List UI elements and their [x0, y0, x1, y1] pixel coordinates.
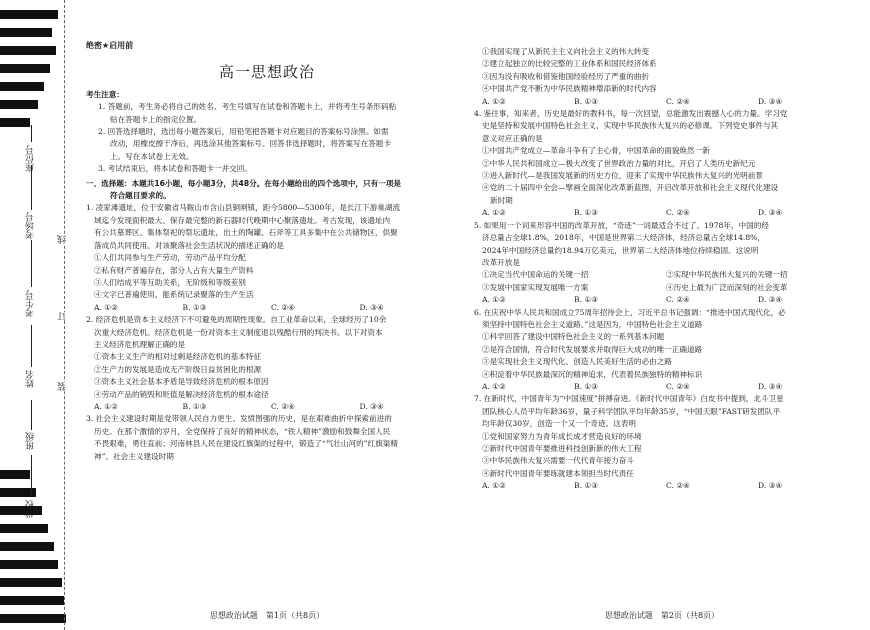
seat-blank[interactable]	[31, 125, 32, 142]
question-stem: 5. 如果用一个词来形容中国的改革开放，“奇迹”一词最适合不过了。1978年，中国的经	[474, 220, 769, 230]
question-stem: 3. 社会主义建设时期是党带领人民自力更生、发愤图强的历史，是在艰难曲折中探索前进的	[86, 414, 392, 424]
notice-title: 考生注意：	[86, 89, 124, 99]
option-a[interactable]: A. ①②	[482, 381, 506, 391]
option-d[interactable]: D. ③④	[758, 96, 783, 106]
statement-item: ①资本主义生产的相对过剩是经济危机的基本特征	[94, 352, 262, 362]
question-stem: 意义对应正确的是	[482, 133, 543, 143]
statement-item: ②新时代中国青年要推进科技创新新的伟大工程	[482, 444, 642, 453]
statement-item: ④积淀着中华民族最深沉的精神追求，代表着民族独特的精神标识	[482, 369, 703, 379]
question-stem: 7. 在新时代，中国青年为“中国速度”拼搏奋进。《新时代中国青年》白皮书中提到，北斗卫星	[474, 394, 784, 404]
binding-stripe	[0, 614, 66, 623]
question-stem: 2024年中国经济总量约18.94万亿美元，世界第二大经济体地位持续稳固。这说明	[482, 245, 759, 255]
binding-stripe	[0, 118, 30, 127]
question-stem: 改革开放是	[482, 257, 520, 267]
statement-item: ③进入新时代—是我国发展新的历史方位，迎来了实现中华民族伟大复兴的光明前景	[482, 171, 763, 181]
student-id-label: 考生号	[26, 290, 36, 317]
page-2	[474, 46, 850, 493]
option-d[interactable]: D. ③④	[359, 302, 384, 312]
section-header: 一、选择题：本题共16小题，每小题3分，共48分。在每小题给出的四个选项中，只有一项是	[86, 178, 401, 188]
page-1	[86, 40, 448, 463]
question-stem: 史是坚持和发展中国特色社会主义、实现中华民族伟大复兴的必修课。下列党史事件与其	[482, 121, 779, 131]
question-stem: 1. 凌家滩遗址，位于安徽省马鞍山市含山县铜闸镇，距今5800—5300年，是长江下游巢湖流	[86, 203, 401, 213]
option-c[interactable]: C. ②④	[271, 302, 295, 312]
option-b[interactable]: B. ①③	[574, 208, 599, 218]
seat-label: 座位号	[26, 145, 36, 172]
question-1	[86, 202, 448, 314]
question-3-continued	[474, 46, 850, 108]
option-d[interactable]: D. ③④	[758, 295, 783, 305]
statement-row	[474, 269, 850, 281]
question-4	[474, 108, 850, 220]
notice-line: 3. 考试结束后，将本试卷和答题卡一并交回。	[98, 164, 252, 174]
question-stem: 4. 鉴往事，知来者，历史是最好的教科书，每一次回望，总能激发出震撼人心的力量。学习党	[474, 109, 788, 119]
class-blank[interactable]	[31, 400, 32, 430]
binding-stripe	[0, 542, 54, 551]
question-stem: 均年龄仅30岁，创造一个又一个奇迹。这表明	[482, 419, 636, 429]
statement-item: ①决定当代中国命运的关键一招	[482, 270, 589, 280]
binding-stripe	[0, 578, 62, 587]
statement-item: ④中国共产党不断为中华民族精神增添新的时代内容	[482, 84, 657, 94]
statement-item: ②中华人民共和国成立—极大改变了世界政治力量的对比，开启了人类历史新纪元	[482, 158, 756, 168]
option-d[interactable]: D. ③④	[359, 401, 384, 411]
option-c[interactable]: C. ②④	[666, 96, 690, 106]
question-stem: 主义经济危机理解正确的是	[94, 339, 186, 349]
binding-stripe	[0, 46, 56, 55]
statement-item: ④劳动产品的销毁和贬值是解决经济危机的根本途径	[94, 389, 269, 399]
option-c[interactable]: C. ②④	[666, 481, 690, 491]
option-b[interactable]: B. ①③	[574, 381, 599, 391]
statement-item: ②私有财产普遍存在，部分人占有大量生产资料	[94, 265, 254, 275]
question-stem: 不畏艰难，勇往直前；河南林县人民在建设红旗渠的过程中，锻造了“气壮山河的”红旗渠精	[94, 439, 398, 449]
statement-item: ①科学回答了建设中国特色社会主义的一系列基本问题	[482, 332, 665, 342]
cut-mark-line: 线	[58, 235, 68, 244]
notice-line: 改动，用橡皮擦干净后，再选涂其他答案标号。回答非选择题时，将答案写在答题卡	[110, 139, 391, 149]
statement-item: ①我国实现了从新民主主义向社会主义的伟大转变	[482, 47, 650, 56]
option-c[interactable]: C. ②④	[666, 295, 690, 305]
binding-stripe	[0, 100, 38, 109]
exam-room-label: 考场号	[26, 212, 36, 239]
statement-row	[474, 282, 850, 294]
option-c[interactable]: C. ②④	[666, 381, 690, 391]
statement-item: ③人们结成平等互助关系，无阶级和等级差别	[94, 277, 246, 287]
answer-options	[474, 381, 850, 393]
binding-stripe	[0, 470, 30, 479]
option-b[interactable]: B. ①③	[182, 302, 207, 312]
option-a[interactable]: A. ①②	[94, 302, 118, 312]
question-stem: 有公共墓葬区、集体祭祀的祭坛遗址，出土的陶罐、石斧等工具多集中在公共储物区，供聚	[94, 228, 398, 238]
cut-mark-install: 装	[58, 382, 68, 391]
option-b[interactable]: B. ①③	[182, 401, 207, 411]
option-d[interactable]: D. ③④	[758, 208, 783, 218]
statement-item: 新时期	[490, 195, 513, 205]
binding-stripe	[0, 10, 58, 19]
option-d[interactable]: D. ③④	[758, 381, 783, 391]
answer-options	[474, 207, 850, 219]
statement-item: ①人们共同参与生产劳动，劳动产品平均分配	[94, 253, 246, 263]
statement-item: ④历史上最为广泛而深刻的社会变革	[666, 282, 788, 292]
option-b[interactable]: B. ①③	[574, 96, 599, 106]
confidential-mark: 绝密★启用前	[86, 41, 134, 50]
question-7	[474, 393, 850, 492]
statement-item: ④文字已普遍使用，能系统记录聚落的生产生活	[94, 290, 254, 300]
statement-item: ③是实现社会主义现代化、创造人民美好生活的必由之路	[482, 357, 672, 367]
statement-item: ②是符合国情，符合时代发展要求并取得巨大成功的唯一正确道路	[482, 344, 703, 354]
statement-item: ①中国共产党成立—革命斗争有了主心骨，中国革命的面貌焕然一新	[482, 146, 710, 156]
school-label: 学校	[26, 500, 36, 518]
answer-options	[474, 480, 850, 492]
question-stem: 济总量占全球1.8%，2018年，中国是世界第二大经济体，经济总量占全球14.8%，	[482, 233, 765, 243]
binding-stripe	[0, 64, 50, 73]
question-stem: 2. 经济危机是资本主义经济下不可避免的周期性现象。自工业革命以来，全球经历了10余	[86, 315, 387, 325]
question-stem: 落成员共同使用。对该聚落社会生活状况的描述正确的是	[94, 240, 284, 250]
answer-options	[86, 302, 448, 314]
statement-item: ②建立起独立的比较完整的工业体系和国民经济体系	[482, 59, 657, 69]
statement-item: ②实现中华民族伟大复兴的关键一招	[666, 270, 788, 280]
statement-item: ③发展中国家实现发展唯一方案	[482, 282, 589, 292]
notice-line: 贴在答题卡上的指定位置。	[110, 114, 202, 124]
statement-item: ④新时代中国青年要练就建本领担当时代责任	[482, 468, 634, 478]
question-stem: 团队核心人员平均年龄36岁，量子科学团队平均年龄35岁，“中国天眼”FAST研发团队平	[482, 406, 781, 416]
answer-options	[474, 96, 850, 108]
question-stem: 次重大经济危机。经济危机是一份对资本主义制度退以残酷行刑的判决书。以下对资本	[94, 327, 383, 337]
question-stem: 6. 在庆祝中华人民共和国成立75周年招待会上，习近平总书记强调：“推进中国式现代化，必	[474, 307, 786, 317]
page-2-footer: 思想政治试题 第2页（共8页）	[604, 611, 720, 620]
question-6	[474, 307, 850, 394]
option-b[interactable]: B. ①③	[574, 481, 599, 491]
statement-item: ③资本主义社会基本矛盾是导致经济危机的根本原因	[94, 377, 269, 387]
binding-stripe	[0, 82, 44, 91]
statement-item: ④党的二十届四中全会—擘画全面深化改革新蓝图，开启改革开放和社会主义现代化建设	[482, 183, 779, 193]
section-header: 符合题目要求的。	[110, 191, 171, 201]
notice-line: 上。写在本试卷上无效。	[110, 151, 194, 161]
statement-item: ①党和国家努力为青年成长成才营造良好的环境	[482, 431, 642, 441]
option-a[interactable]: A. ①②	[482, 481, 506, 491]
answer-options	[474, 294, 850, 306]
option-a[interactable]: A. ①②	[94, 401, 118, 411]
question-stem: 神”。社会主义建设时期	[94, 451, 174, 461]
student-id-blank[interactable]	[31, 240, 32, 287]
option-a[interactable]: A. ①②	[482, 295, 506, 305]
question-stem: 须坚持中国特色社会主义道路。”这是因为，中国特色社会主义道路	[482, 319, 703, 329]
page-1-footer: 思想政治试题 第1页（共8页）	[209, 611, 325, 620]
option-c[interactable]: C. ②④	[271, 401, 295, 411]
question-stem: 历史。在那个激情的岁月，全党保持了良好的精神状态，“铁人精神”激励和鼓舞全国人民	[94, 426, 391, 436]
answer-options	[86, 401, 448, 413]
statement-item: ②生产力的发展是造成无产阶级日益贫困化的根源	[94, 364, 262, 374]
option-a[interactable]: A. ①②	[482, 96, 506, 106]
cut-mark-bind: 订	[58, 312, 68, 321]
statement-item: ③因为没有吸收和借鉴他国经验经历了严重的曲折	[482, 71, 650, 81]
question-3	[86, 413, 448, 463]
question-2	[86, 314, 448, 413]
option-a[interactable]: A. ①②	[482, 208, 506, 218]
question-stem: 域迄今发现面积最大、保存最完整的新石器时代晚期中心聚落遗址。考古发现，该遗址内	[94, 215, 391, 225]
option-b[interactable]: B. ①③	[574, 295, 599, 305]
binding-stripe	[0, 28, 52, 37]
school-blank[interactable]	[31, 455, 32, 495]
option-d[interactable]: D. ③④	[758, 481, 783, 491]
notice-line: 1. 答题前，考生务必将自己的姓名、考生号填写在试卷和答题卡上，并将考生号条形码粘	[98, 102, 397, 112]
class-label: 班级	[26, 432, 36, 450]
option-c[interactable]: C. ②④	[666, 208, 690, 218]
binding-stripe	[0, 524, 48, 533]
binding-stripe	[0, 560, 58, 569]
name-label: 姓名	[26, 370, 36, 388]
notice-line: 2. 回答选择题时，选出每小题答案后，用铅笔把答题卡对应题目的答案标号涂黑。如需	[98, 127, 389, 137]
page-title: 高一思想政治	[218, 63, 315, 82]
statement-item: ③中华民族伟大复兴需要一代代青年接力奋斗	[482, 456, 634, 466]
name-blank[interactable]	[31, 325, 32, 367]
binding-stripe	[0, 596, 64, 605]
question-5	[474, 220, 850, 307]
binding-strip	[0, 0, 72, 630]
